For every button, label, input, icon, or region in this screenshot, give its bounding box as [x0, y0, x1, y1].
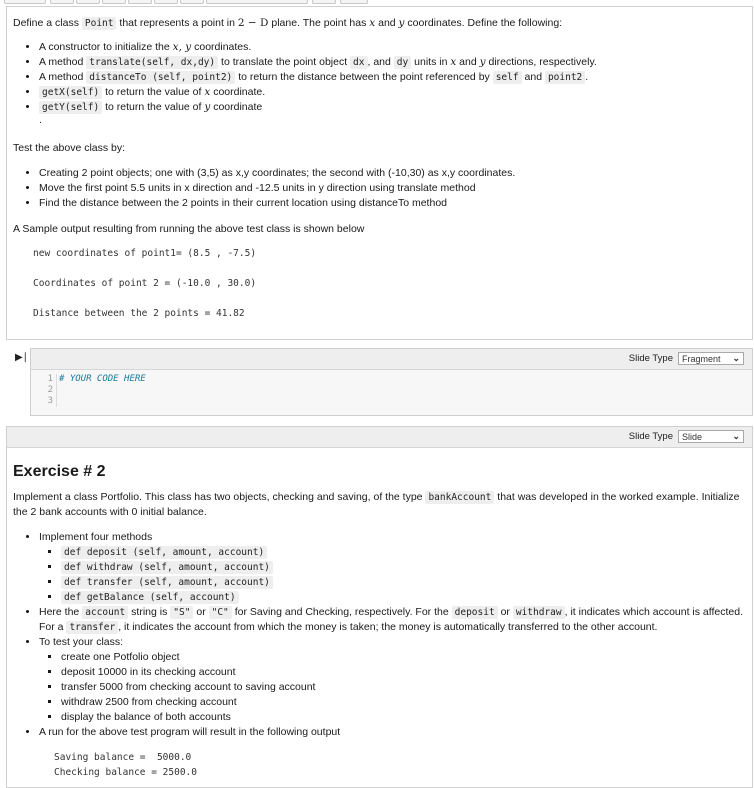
exercise-heading: Exercise # 2 [13, 463, 106, 480]
item-text: to return the value of [102, 86, 205, 98]
method-code: def deposit (self, amount, account) [61, 546, 267, 559]
sample-heading: A Sample output resulting from running the above test class is shown below [13, 223, 365, 235]
point2-code: point2 [545, 71, 585, 84]
list-item: • Creating 2 point objects; one with (3,5) as x,y coordinates; the second with (-10,30) as x,y coordinates. [39, 166, 746, 181]
item-text: and [456, 56, 480, 68]
method-code: def transfer (self, amount, account) [61, 576, 273, 589]
toolbar-button-edge[interactable] [128, 0, 152, 4]
slide-type-control [629, 430, 744, 443]
inline-code: "C" [209, 606, 232, 619]
item-text: Implement four methods [39, 531, 153, 543]
item-text: and [521, 71, 545, 83]
item-text: to translate the point object [218, 56, 351, 68]
test-heading: Test the above class by: [13, 142, 126, 154]
list-item: ▪ withdraw 2500 from checking account [61, 695, 746, 710]
line-number: 2 [47, 385, 53, 395]
math-y: y [204, 101, 211, 113]
intro-text: Implement a class Portfolio. This class has two objects, checking and saving, of the type [13, 491, 426, 503]
dx-code: dx [350, 56, 367, 69]
item-text: , it indicates the account from which the money is taken; the money is automatically transferred to the other account. [118, 621, 658, 633]
math-2d: 2 − D [237, 17, 269, 29]
toolbar-button-edge[interactable] [312, 0, 336, 4]
slide-type-value: Fragment [682, 353, 721, 364]
self-code: self [493, 71, 522, 84]
item-text: or [497, 606, 513, 618]
bankaccount-code: bankAccount [425, 491, 494, 504]
toolbar-select-edge[interactable] [206, 0, 308, 4]
distance-code: distanceTo (self, point2) [86, 71, 235, 84]
math-xy: x, y [172, 41, 192, 53]
gety-code: getY(self) [39, 101, 102, 114]
output-line: Checking balance = 2500.0 [54, 767, 197, 778]
intro-text: coordinates. Define the following: [404, 17, 563, 29]
toolbar-button-edge[interactable] [102, 0, 126, 4]
sample-output [33, 246, 746, 321]
item-text: , it indicates which account is affected. For a [39, 606, 744, 633]
list-item: ▪ deposit 10000 in its checking account [61, 665, 746, 680]
inline-code: "S" [170, 606, 193, 619]
methods-sublist [39, 545, 746, 605]
intro-text: that was developed in the worked example. Initialize the 2 bank accounts with 0 initial balance. [13, 491, 740, 518]
item-text: coordinate [210, 101, 263, 113]
method-code: def getBalance (self, account) [61, 591, 239, 604]
list-item [39, 530, 746, 605]
exercise-intro [13, 490, 746, 520]
chevron-down-icon: ⌄ [732, 431, 740, 441]
item-text: string is [128, 606, 171, 618]
inline-code: deposit [452, 606, 498, 619]
markdown-cell-exercise2[interactable] [6, 426, 753, 788]
output-line: Coordinates of point 2 = (-10.0 , 30.0) [33, 278, 257, 289]
list-item: ▪ display the balance of both accounts [61, 710, 746, 725]
math-x: x [369, 17, 376, 29]
list-item [61, 575, 746, 590]
output-line: Saving balance = 5000.0 [54, 752, 192, 763]
output-line: Distance between the 2 points = 41.82 [33, 308, 245, 319]
item-text: A method [39, 56, 87, 68]
item-text: . [585, 71, 589, 83]
list-item [61, 590, 746, 605]
inline-code: withdraw [513, 606, 565, 619]
intro-text: Define a class [13, 17, 82, 29]
list-item: • Move the first point 5.5 units in x direction and -12.5 units in y direction using translate method [39, 181, 746, 196]
translate-code: translate(self, dx,dy) [86, 56, 218, 69]
toolbar-button-edge[interactable] [50, 0, 74, 4]
line-number: 3 [47, 396, 53, 406]
list-item [39, 55, 746, 70]
list-item [39, 40, 746, 55]
list-item: • Find the distance between the 2 points in their current location using distanceTo method [39, 196, 746, 211]
line-number: 1 [47, 374, 53, 384]
item-text: for Saving and Checking, respectively. For the [231, 606, 452, 618]
item-text: Here the [39, 606, 83, 618]
item-text: , and [367, 56, 394, 68]
dy-code: dy [394, 56, 411, 69]
exercise-list [13, 530, 746, 740]
toolbar-button-edge[interactable] [76, 0, 100, 4]
slide-type-value: Slide [682, 431, 703, 442]
chevron-down-icon: ⌄ [732, 353, 740, 363]
output-line: new coordinates of point1= (8.5 , -7.5) [33, 248, 257, 259]
code-editor[interactable] [31, 370, 752, 415]
math-y: y [479, 56, 486, 68]
toolbar-button-edge[interactable] [154, 0, 178, 4]
list-item [39, 635, 746, 725]
line-number-gutter [35, 374, 57, 407]
list-item [39, 100, 746, 115]
list-item: ▪ transfer 5000 from checking account to saving account [61, 680, 746, 695]
item-text: coordinates. [191, 41, 252, 53]
item-text: coordinate. [210, 86, 266, 98]
list-item [39, 85, 746, 100]
intro-paragraph [13, 16, 746, 31]
methods-list [13, 40, 746, 125]
list-item: ▪ create one Potfolio object [61, 650, 746, 665]
inline-code: account [82, 606, 128, 619]
item-text: . [39, 114, 42, 126]
intro-text: and [375, 17, 399, 29]
item-text: to return the distance between the point referenced by [235, 71, 493, 83]
code-comment[interactable]: # YOUR CODE HERE [59, 374, 146, 384]
item-text: To test your class: [39, 636, 124, 648]
inline-code: transfer [66, 621, 118, 634]
getx-code: getX(self) [39, 86, 102, 99]
code-cell[interactable] [30, 348, 753, 416]
slide-type-control [629, 352, 744, 365]
test-steps-sublist [39, 650, 746, 725]
math-x: x [204, 86, 211, 98]
intro-text: plane. The point has [268, 17, 370, 29]
list-item [39, 605, 746, 635]
math-y: y [398, 17, 405, 29]
toolbar-button-edge[interactable] [4, 0, 46, 4]
list-item [61, 560, 746, 575]
item-text: or [193, 606, 209, 618]
toolbar-button-edge[interactable] [180, 0, 204, 4]
list-item [39, 70, 746, 85]
slide-type-select[interactable] [678, 352, 744, 365]
run-output [54, 750, 746, 780]
item-text: units in [411, 56, 451, 68]
item-text: directions, respectively. [485, 56, 597, 68]
item-text: A constructor to initialize the [39, 41, 173, 53]
markdown-cell-point[interactable] [6, 6, 753, 340]
item-text: A method [39, 71, 87, 83]
top-toolbar-edge [0, 0, 754, 4]
toolbar-button-edge[interactable] [340, 0, 368, 4]
slide-type-label: Slide Type [628, 431, 673, 442]
slide-toolbar [31, 349, 752, 370]
slide-type-select[interactable] [678, 430, 744, 443]
class-name-code: Point [82, 17, 117, 30]
tests-list [13, 166, 746, 211]
math-x: x [450, 56, 457, 68]
slide-type-label: Slide Type [628, 353, 673, 364]
item-text: A run for the above test program will result in the following output [39, 726, 341, 738]
stray-dot [39, 115, 746, 125]
list-item [61, 545, 746, 560]
method-code: def withdraw (self, amount, account) [61, 561, 273, 574]
list-item [39, 725, 746, 740]
slide-toolbar [7, 427, 752, 448]
intro-text: that represents a point in [116, 17, 238, 29]
run-cell-icon[interactable]: ▶∣ [15, 352, 28, 363]
item-text: to return the value of [102, 101, 205, 113]
